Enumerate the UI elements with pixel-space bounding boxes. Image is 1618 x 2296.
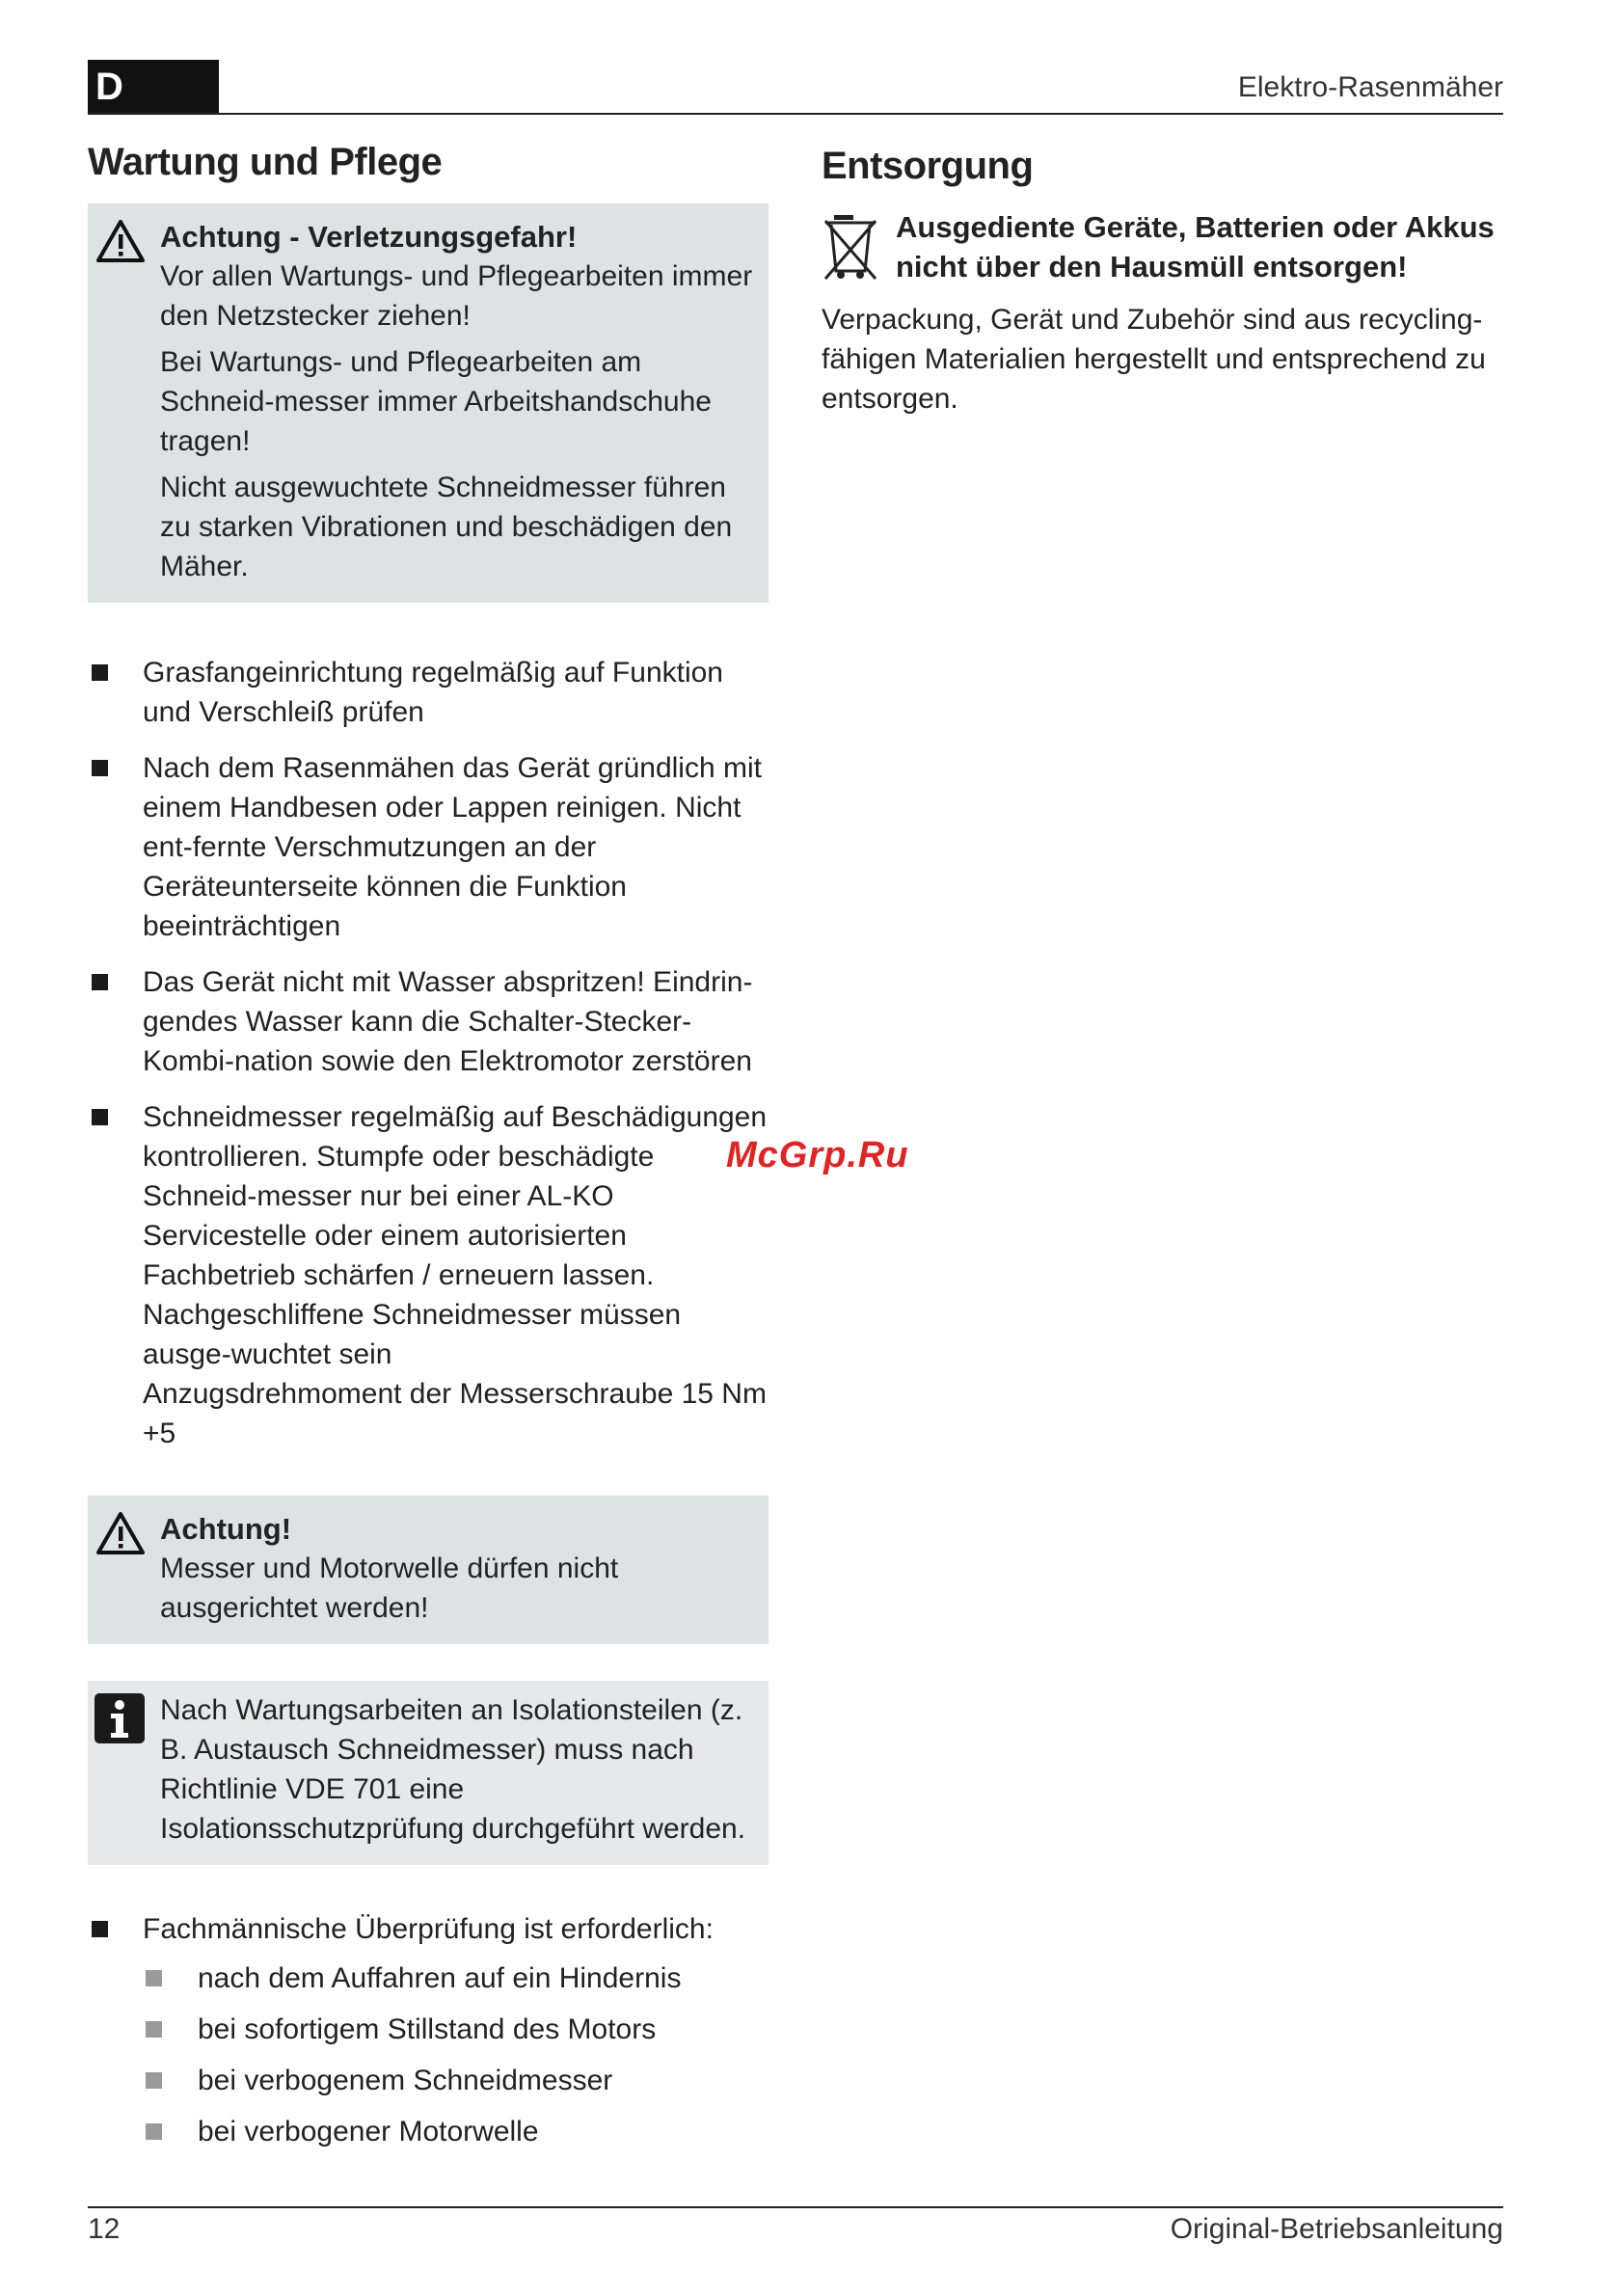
caution-text: Messer und Motorwelle dürfen nicht ausgerichtet werden! [160,1553,619,1624]
warning-line: Bei Wartungs- und Pflegearbeiten am Schneid-messer immer Arbeitshandschuhe tragen! [160,346,712,457]
injury-warning-box [88,203,769,603]
language-badge: D [88,60,219,114]
sub-list-item: bei verbogener Motorwelle [143,2112,769,2151]
warning-line: Vor allen Wartungs- und Pflegearbeiten immer den Netzstecker ziehen! [160,260,753,332]
list-item: Grasfangeinrichtung regelmäßig auf Funktion und Verschleiß prüfen [88,653,769,732]
warning-triangle-icon [95,219,146,268]
list-item [88,1097,769,1453]
maintenance-heading: Wartung und Pflege [88,141,443,183]
footer-divider [88,2206,1503,2208]
maintenance-list [88,653,769,1453]
disposal-heading: Entsorgung [822,145,1034,187]
torque-note: Anzugsdrehmoment der Messerschraube 15 Nm +5 [143,1378,767,1449]
inspection-item [88,1909,769,2151]
sub-list-item: bei verbogenem Schneidmesser [143,2061,769,2100]
inspection-label: Fachmännische Überprüfung ist erforderlich: [143,1913,714,1945]
info-text: Nach Wartungsarbeiten an Isolationsteilen (z. B. Austausch Schneidmesser) muss nach Richtlinie VDE 701 eine Isolationsschutzprüfung durchgeführt werden. [160,1694,746,1845]
watermark: McGrp.Ru [726,1135,909,1175]
crossed-bin-icon [822,207,879,287]
list-item-text: Schneidmesser regelmäßig auf Beschädigungen kontrollieren. Stumpfe oder beschädigte Schneid-messer nur bei einer AL-KO Servicestelle oder einem autorisierten Fachbetrieb schärfen / erneuern lassen. Nachgeschliffene Schneidmesser müssen ausge-wuchtet sein [143,1101,768,1370]
caution-box [88,1496,769,1644]
list-item: Nach dem Rasenmähen das Gerät gründlich mit einem Handbesen oder Lappen reinigen. Nicht ent-fernte Verschmutzungen an der Geräteunterseite können die Funktion beeinträchtigen [88,748,769,946]
disposal-column [822,145,1502,419]
injury-warning-title: Achtung - Verletzungsgefahr! [160,220,578,254]
disposal-notice [822,207,1502,286]
page-number: 12 [88,2213,121,2245]
warning-triangle-icon [95,1511,146,1560]
sub-list-item: bei sofortigem Stillstand des Motors [143,2010,769,2049]
caution-title: Achtung! [160,1512,292,1546]
disposal-text: Verpackung, Gerät und Zubehör sind aus recycling-fähigen Materialien hergestellt und entsprechend zu entsorgen. [822,304,1486,415]
inspection-sublist [143,1958,769,2151]
inspection-list [88,1909,769,2151]
header-title: Elektro-Rasenmäher [1237,71,1503,103]
list-item: Das Gerät nicht mit Wasser abspritzen! Eindrin-gendes Wasser kann die Schalter-Stecker-Kombi-nation sowie den Elektromotor zerstören [88,962,769,1081]
warning-line: Nicht ausgewuchtete Schneidmesser führen zu starken Vibrationen und beschädigen den Mäher. [160,472,733,582]
footer-title: Original-Betriebsanleitung [1170,2213,1503,2245]
header-divider [88,113,1503,115]
maintenance-column [88,141,769,2168]
sub-list-item: nach dem Auffahren auf ein Hindernis [143,1958,769,1998]
disposal-warning: Ausgediente Geräte, Batterien oder Akkus nicht über den Hausmüll entsorgen! [896,210,1495,284]
info-box [88,1681,769,1865]
info-icon [94,1692,146,1749]
